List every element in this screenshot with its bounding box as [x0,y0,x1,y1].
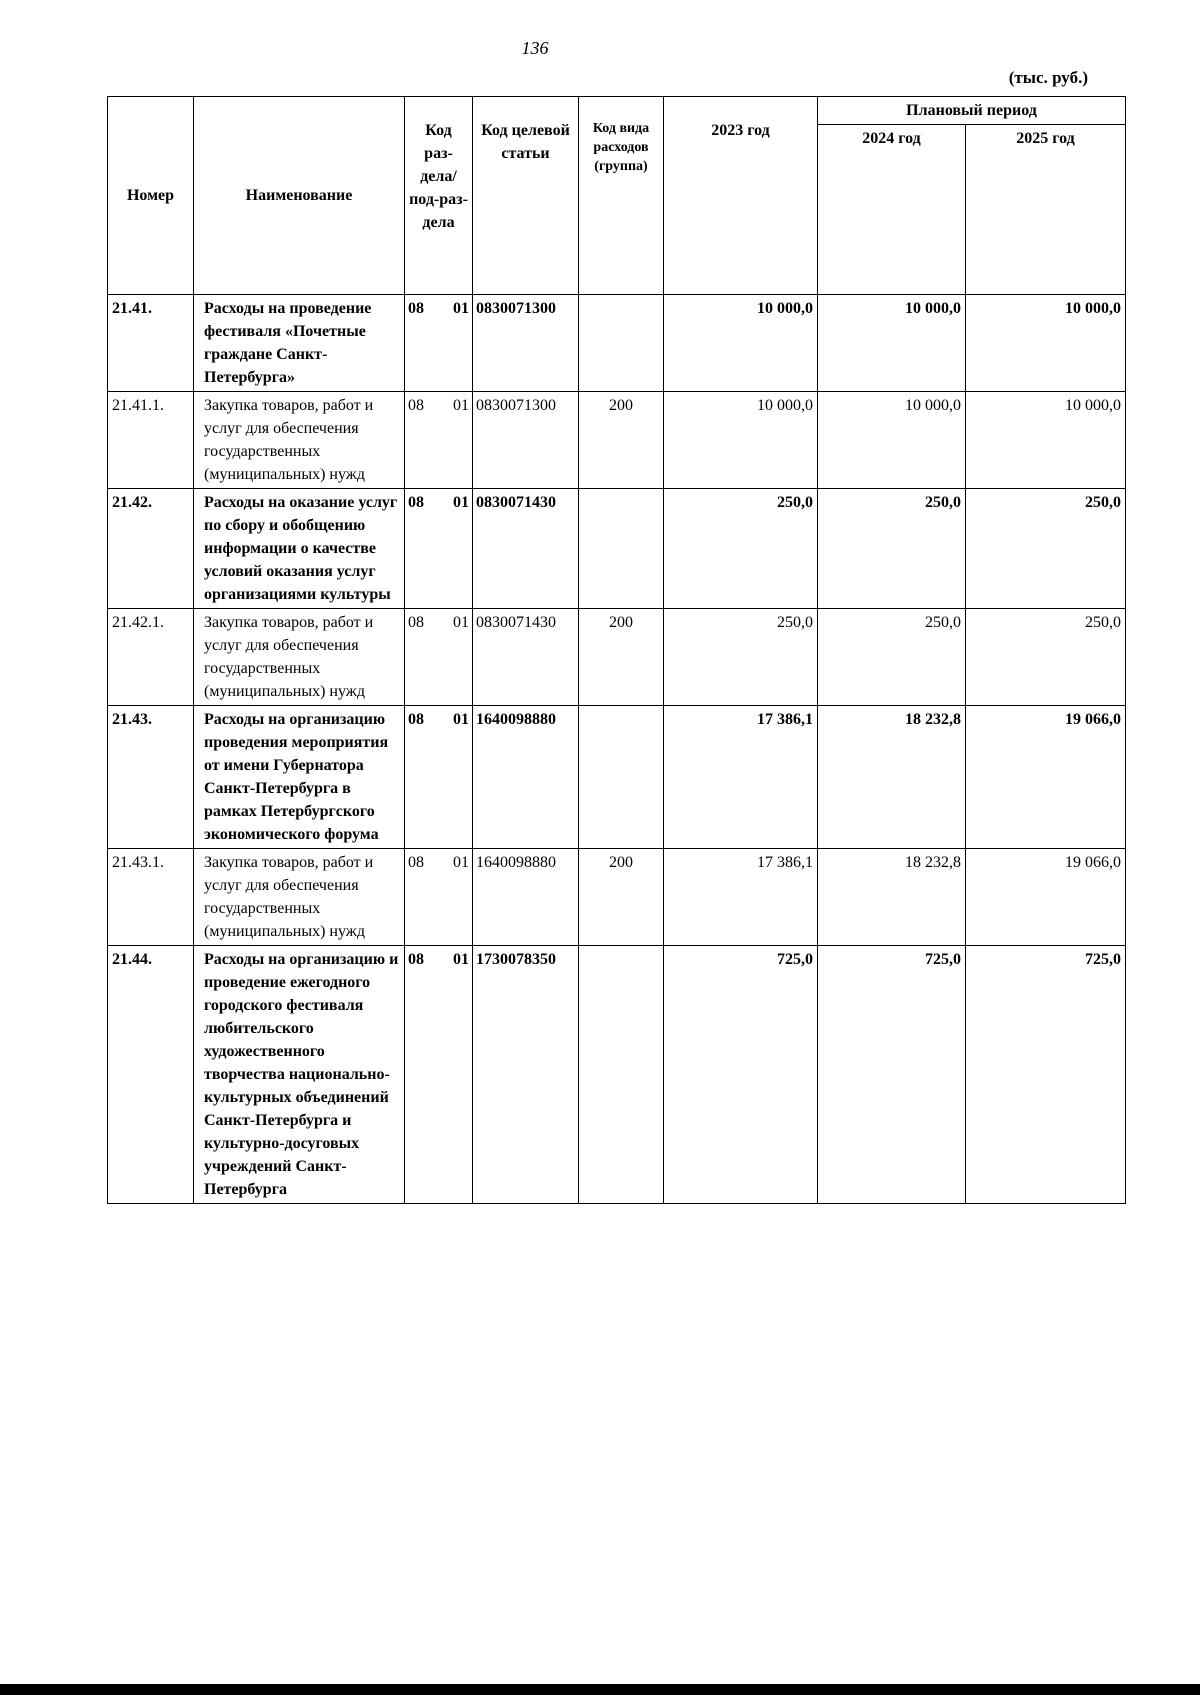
table-row [108,392,1126,489]
row-amount-2023: 250,0 [664,609,818,706]
row-expense-type: 200 [579,392,664,489]
row-name: Закупка товаров, работ и услуг для обеспечения государственных (муниципальных) нужд [194,609,405,706]
row-amount-2025: 10 000,0 [966,295,1126,392]
row-amount-2025: 10 000,0 [966,392,1126,489]
row-section-code [405,706,473,849]
row-target-code: 0830071430 [473,489,579,609]
row-subsection: 01 [453,854,469,871]
row-name: Расходы на оказание услуг по сбору и обобщению информации о качестве условий оказания услуг организациями культуры [194,489,405,609]
table-header [108,97,1126,295]
row-amount-2024: 250,0 [818,489,966,609]
units-label: (тыс. руб.) [1008,68,1088,87]
table-row [108,489,1126,609]
row-number: 21.43. [108,706,194,849]
row-section-code [405,946,473,1204]
row-amount-2023: 250,0 [664,489,818,609]
row-target-code: 1640098880 [473,706,579,849]
row-amount-2023: 10 000,0 [664,392,818,489]
row-number: 21.43.1. [108,849,194,946]
row-name: Расходы на организацию проведения мероприятия от имени Губернатора Санкт-Петербурга в рамках Петербургского экономического форума [194,706,405,849]
row-expense-type: 200 [579,609,664,706]
row-name: Расходы на организацию и проведение ежегодного городского фестиваля любительского художественного творчества национально-культурных объединений Санкт-Петербурга и культурно-досуговых учреждений Санкт-Петербурга [194,946,405,1204]
row-section: 08 [408,494,424,511]
row-amount-2025: 19 066,0 [966,706,1126,849]
table-row [108,706,1126,849]
row-number: 21.41.1. [108,392,194,489]
row-amount-2025: 725,0 [966,946,1126,1204]
row-amount-2025: 250,0 [966,489,1126,609]
table-row [108,295,1126,392]
row-subsection: 01 [453,397,469,414]
row-amount-2024: 18 232,8 [818,706,966,849]
row-number: 21.41. [108,295,194,392]
row-target-code: 0830071300 [473,392,579,489]
row-section: 08 [408,711,424,728]
row-section-code [405,609,473,706]
row-amount-2024: 725,0 [818,946,966,1204]
header-planned-period: Плановый период [818,97,1126,125]
row-expense-type: 200 [579,849,664,946]
row-section-code [405,489,473,609]
row-target-code: 0830071300 [473,295,579,392]
row-amount-2024: 10 000,0 [818,392,966,489]
row-subsection: 01 [453,494,469,511]
row-amount-2024: 250,0 [818,609,966,706]
table-row [108,609,1126,706]
header-number: Номер [108,97,194,295]
row-amount-2023: 10 000,0 [664,295,818,392]
row-number: 21.42. [108,489,194,609]
row-subsection: 01 [453,711,469,728]
row-target-code: 1730078350 [473,946,579,1204]
row-amount-2023: 725,0 [664,946,818,1204]
row-number: 21.42.1. [108,609,194,706]
budget-table [107,96,1126,1204]
row-section: 08 [408,300,424,317]
header-year-2024: 2024 год [818,125,966,295]
table-body [108,295,1126,1204]
row-amount-2023: 17 386,1 [664,706,818,849]
row-section: 08 [408,854,424,871]
row-subsection: 01 [453,300,469,317]
row-expense-type [579,706,664,849]
row-number: 21.44. [108,946,194,1204]
header-year-2025: 2025 год [966,125,1126,295]
row-target-code: 0830071430 [473,609,579,706]
table-row [108,946,1126,1204]
row-section-code [405,849,473,946]
row-section: 08 [408,614,424,631]
row-amount-2024: 18 232,8 [818,849,966,946]
row-section-code [405,295,473,392]
row-expense-type [579,946,664,1204]
row-section: 08 [408,397,424,414]
row-name: Закупка товаров, работ и услуг для обеспечения государственных (муниципальных) нужд [194,392,405,489]
row-amount-2025: 19 066,0 [966,849,1126,946]
row-section: 08 [408,951,424,968]
header-year-2023: 2023 год [664,97,818,295]
row-subsection: 01 [453,951,469,968]
header-expense-type: Код вида расходов (группа) [579,97,664,295]
row-subsection: 01 [453,614,469,631]
row-expense-type [579,489,664,609]
row-name: Закупка товаров, работ и услуг для обеспечения государственных (муниципальных) нужд [194,849,405,946]
row-expense-type [579,295,664,392]
table-row [108,849,1126,946]
row-name: Расходы на проведение фестиваля «Почетные граждане Санкт-Петербурга» [194,295,405,392]
header-target-code: Код целевой статьи [473,97,579,295]
page-number: 136 [521,38,549,58]
row-target-code: 1640098880 [473,849,579,946]
row-amount-2023: 17 386,1 [664,849,818,946]
header-name: Наименование [194,97,405,295]
header-section-code: Код раз-дела/ под-раз-дела [405,97,473,295]
row-amount-2024: 10 000,0 [818,295,966,392]
scan-bottom-edge [0,1684,1200,1695]
row-section-code [405,392,473,489]
row-amount-2025: 250,0 [966,609,1126,706]
